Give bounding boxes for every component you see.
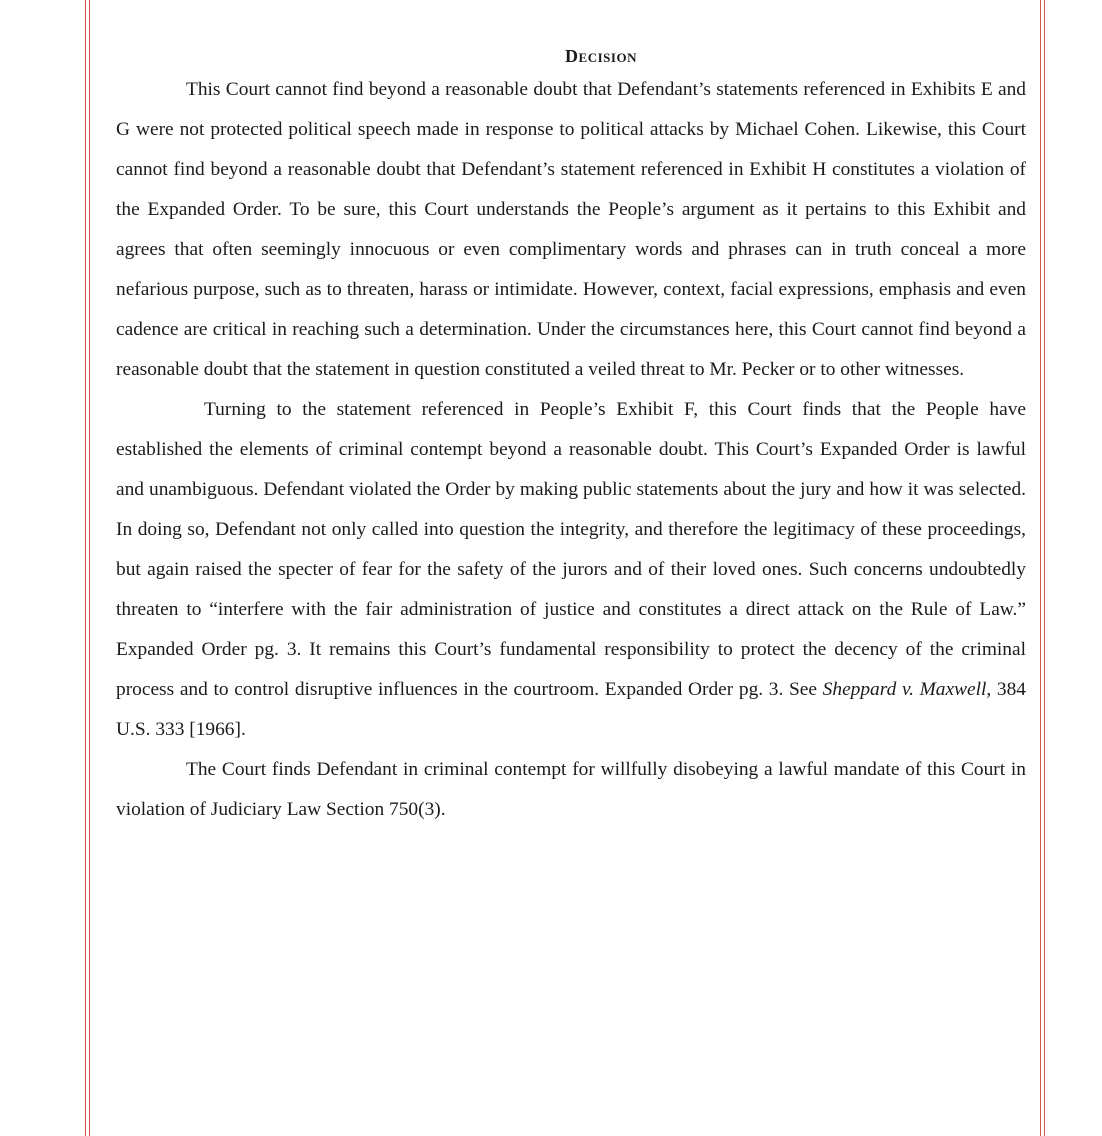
paragraph-finding: The Court finds Defendant in criminal contempt for willfully disobeying a lawful mandate of this Court in violation of Judiciary Law Section 750(3). bbox=[116, 759, 1026, 820]
section-heading: Decision bbox=[565, 46, 637, 66]
case-citation-name: Sheppard v. Maxwell bbox=[822, 679, 987, 700]
paragraph-exhibit-f bbox=[116, 390, 1026, 750]
document-page bbox=[116, 44, 1026, 830]
right-margin-rule-inner bbox=[1040, 0, 1041, 1136]
right-margin-rule bbox=[1044, 0, 1045, 1136]
left-margin-rule bbox=[85, 0, 86, 1136]
case-citation-reporter: , 384 U.S. 333 [1966]. bbox=[116, 679, 1027, 740]
paragraph-exhibits-e-g-h: This Court cannot find beyond a reasonable doubt that Defendant’s statements referenced in Exhibits E and G were not protected political speech made in response to political attacks by Michael Cohen. Likewise, this Court cannot find beyond a reasonable doubt that Defendant’s statement referenced in Exhibit H constitutes a violation of the Expanded Order. To be sure, this Court understands the People’s argument as it pertains to this Exhibit and agrees that often seemingly innocuous or even complimentary words and phrases can in truth conceal a more nefarious purpose, such as to threaten, harass or intimidate. However, context, facial expressions, emphasis and even cadence are critical in reaching such a determination. Under the circumstances here, this Court cannot find beyond a reasonable doubt that the statement in question constituted a veiled threat to Mr. Pecker or to other witnesses. bbox=[116, 79, 1026, 380]
paragraph-exhibit-f-text: Turning to the statement referenced in People’s Exhibit F, this Court finds that the People have established the elements of criminal contempt beyond a reasonable doubt. This Court’s Expanded Order is lawful and unambiguous. Defendant violated the Order by making public statements about the jury and how it was selected. In doing so, Defendant not only called into question the integrity, and therefore the legitimacy of these proceedings, but again raised the specter of fear for the safety of the jurors and of their loved ones. Such concerns undoubtedly threaten to “interfere with the fair administration of justice and constitutes a direct attack on the Rule of Law.” Expanded Order pg. 3. It remains this Court’s fundamental responsibility to protect the decency of the criminal process and to control disruptive influences in the courtroom. Expanded Order pg. 3. See bbox=[116, 399, 1026, 700]
left-margin-rule-inner bbox=[89, 0, 90, 1136]
